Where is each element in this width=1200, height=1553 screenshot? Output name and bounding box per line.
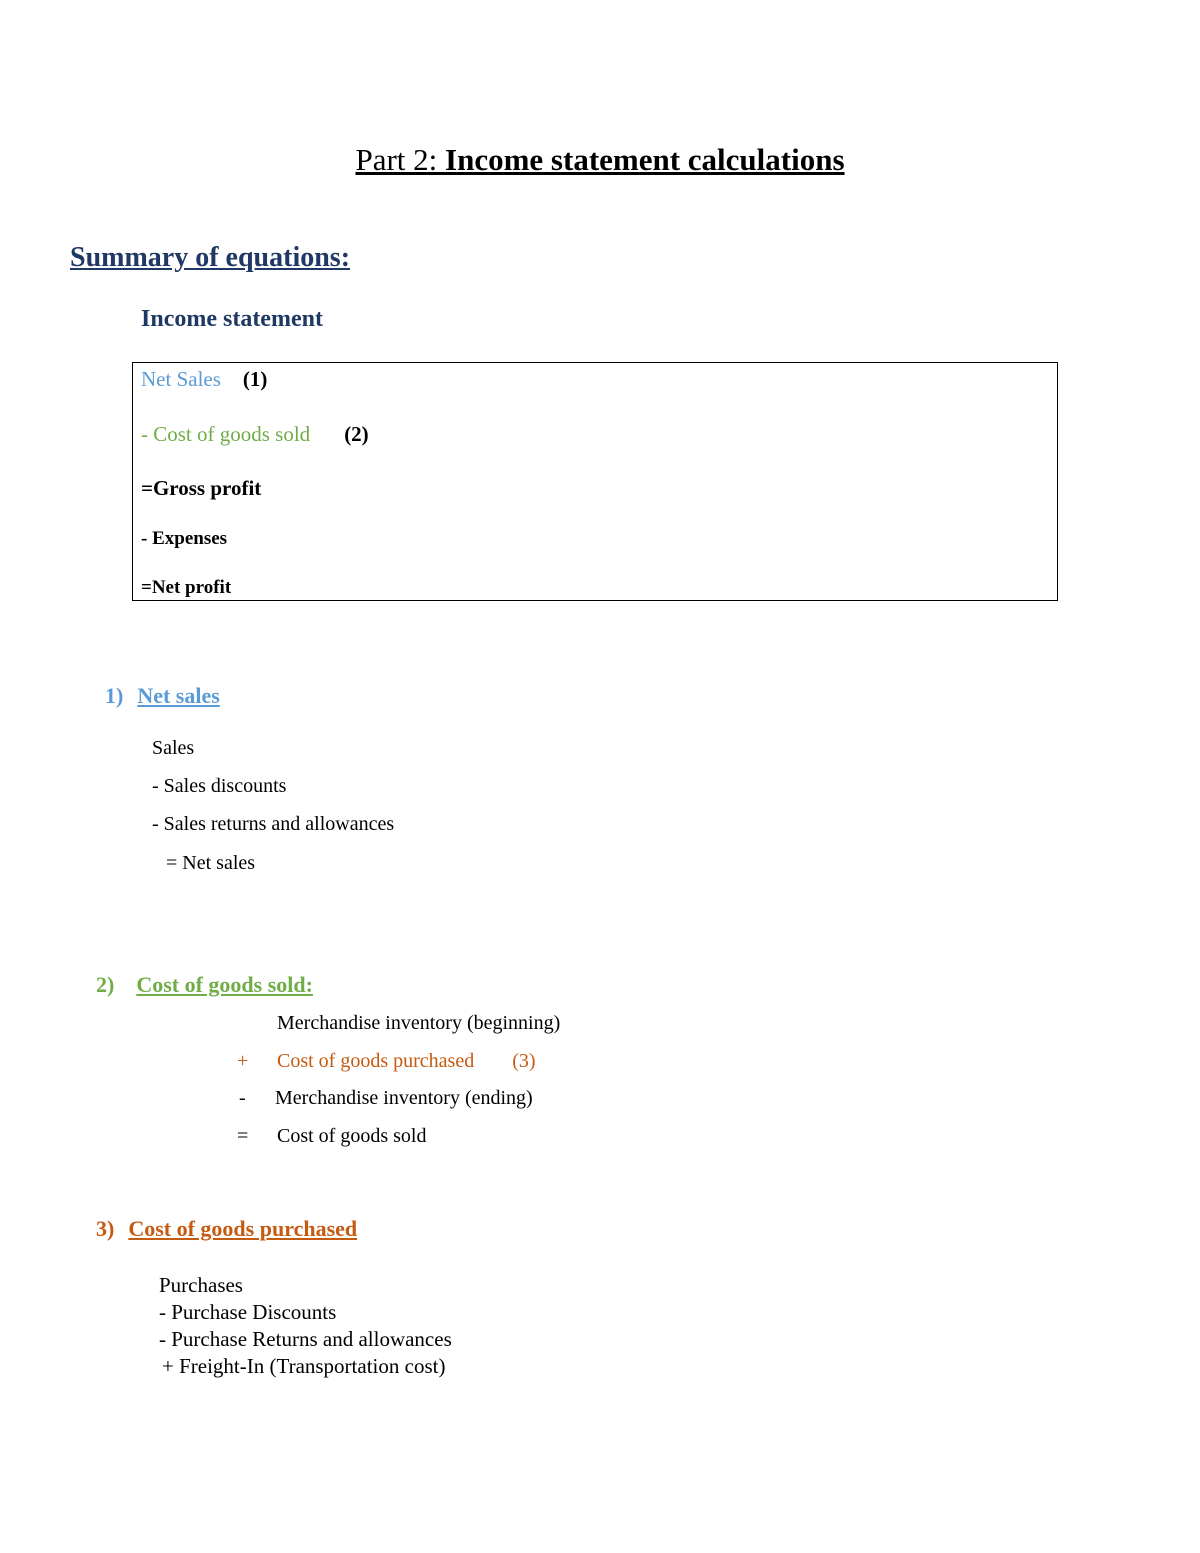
summary-heading: Summary of equations: xyxy=(70,242,351,273)
section-label: Cost of goods purchased xyxy=(128,1216,358,1241)
income-statement-box xyxy=(132,362,1058,601)
cogs-heading xyxy=(96,972,313,998)
page-title xyxy=(0,142,1200,178)
cogs-row-purchased xyxy=(277,1050,536,1073)
cogs-op: - xyxy=(239,1087,246,1109)
cogp-line: + Freight-In (Transportation cost) xyxy=(162,1354,446,1378)
row-label: Cost of goods purchased xyxy=(277,1050,475,1072)
section-label: Net sales xyxy=(137,683,220,708)
row-ref: (2) xyxy=(344,422,369,446)
title-main: Income statement calculations xyxy=(445,142,845,177)
cogs-op: = xyxy=(237,1125,249,1147)
net-sales-line: - Sales discounts xyxy=(152,775,287,797)
box-row-cost-of-goods-sold xyxy=(141,422,369,447)
box-row-net-profit: =Net profit xyxy=(141,577,232,598)
income-statement-heading: Income statement xyxy=(141,306,323,332)
section-number: 1) xyxy=(105,683,124,708)
box-row-gross-profit: =Gross profit xyxy=(141,476,262,500)
cogp-line: - Purchase Discounts xyxy=(159,1300,337,1324)
row-ref: (1) xyxy=(242,367,268,391)
section-number: 3) xyxy=(96,1216,115,1241)
cogs-row-beginning: Merchandise inventory (beginning) xyxy=(277,1012,561,1034)
row-label: - Cost of goods sold xyxy=(141,422,311,446)
cogp-heading xyxy=(96,1216,357,1242)
cogs-row-result: Cost of goods sold xyxy=(277,1125,427,1147)
title-prefix: Part 2: xyxy=(355,142,446,177)
box-row-net-sales xyxy=(141,367,267,392)
net-sales-heading xyxy=(105,683,220,709)
cogp-line: - Purchase Returns and allowances xyxy=(159,1327,452,1351)
row-ref: (3) xyxy=(512,1050,536,1072)
box-row-expenses: - Expenses xyxy=(141,528,228,549)
cogp-line: Purchases xyxy=(159,1273,243,1297)
cogs-op: + xyxy=(237,1050,249,1072)
net-sales-line: = Net sales xyxy=(166,852,256,874)
cogs-row-ending: Merchandise inventory (ending) xyxy=(275,1087,533,1109)
section-label: Cost of goods sold: xyxy=(136,972,313,997)
section-number: 2) xyxy=(96,972,115,997)
net-sales-line: - Sales returns and allowances xyxy=(152,813,395,835)
row-label: Net Sales xyxy=(141,367,221,391)
net-sales-line: Sales xyxy=(152,737,195,759)
